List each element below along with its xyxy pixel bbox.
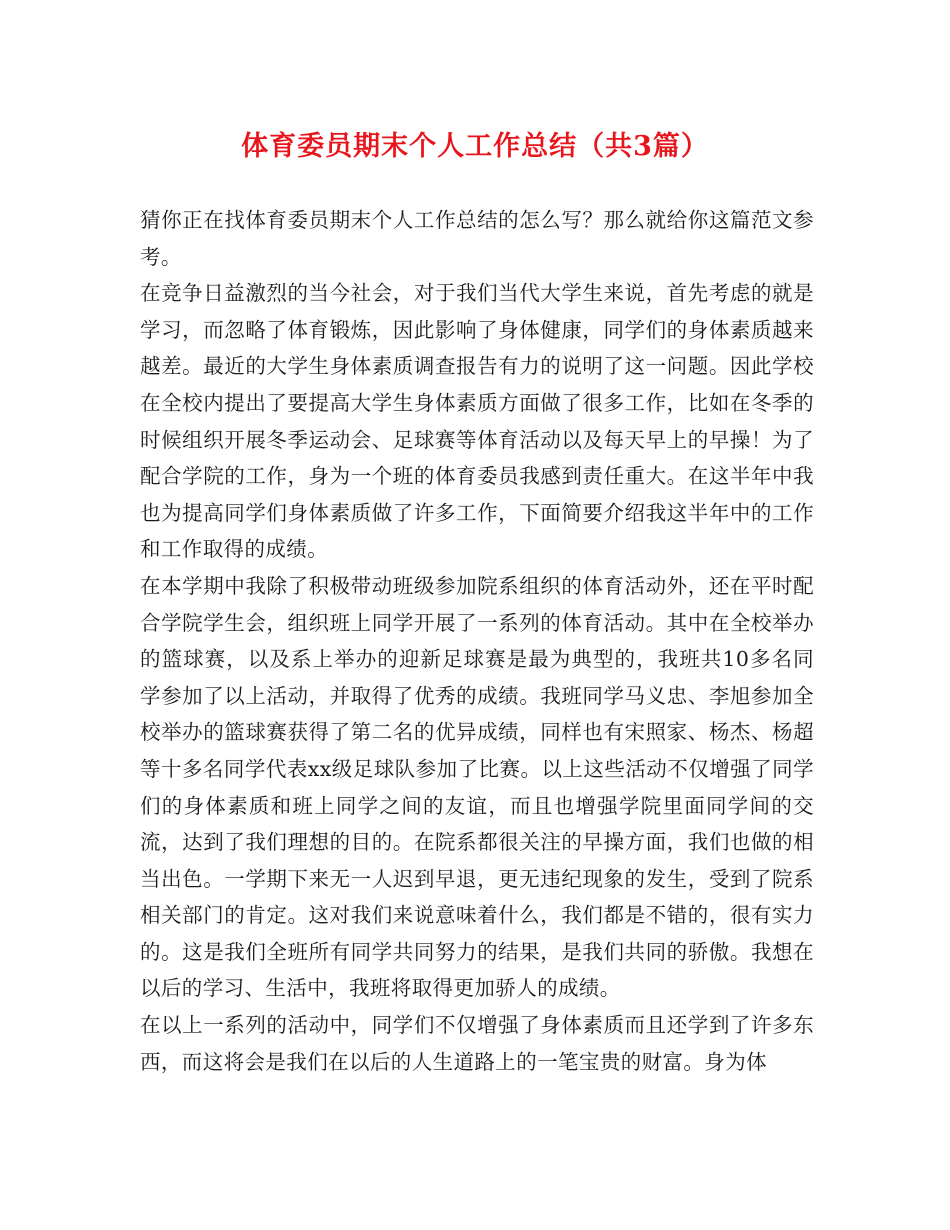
paragraph-activities: 在本学期中我除了积极带动班级参加院系组织的体育活动外，还在平时配合学院学生会，组织班上同学开展了一系列的体育活动。其中在全校举办的篮球赛，以及系上举办的迎新足球赛是最为典型的，我班共10多名同学参加了以上活动，并取得了优秀的成绩。我班同学马义忠、李旭参加全校举办的篮球赛获得了第二名的优异成绩，同样也有宋照家、杨杰、杨超等十多名同学代表xx级足球队参加了比赛。以上这些活动不仅增强了同学们的身体素质和班上同学之间的友谊，而且也增强学院里面同学间的交流，达到了我们理想的目的。在院系都很关注的早操方面，我们也做的相当出色。一学期下来无一人迟到早退，更无违纪现象的发生，受到了院系相关部门的肯定。这对我们来说意味着什么，我们都是不错的，很有实力的。这是我们全班所有同学共同努力的结果，是我们共同的骄傲。我想在以后的学习、生活中，我班将取得更加骄人的成绩。 xyxy=(140,573,814,1001)
paragraph-intro: 猜你正在找体育委员期末个人工作总结的怎么写？那么就给你这篇范文参考。 xyxy=(140,208,814,269)
paragraph-background: 在竞争日益激烈的当今社会，对于我们当代大学生来说，首先考虑的就是学习，而忽略了体育锻炼，因此影响了身体健康，同学们的身体素质越来越差。最近的大学生身体素质调查报告有力的说明了这一问题。因此学校在全校内提出了要提高大学生身体素质方面做了很多工作，比如在冬季的时候组织开展冬季运动会、足球赛等体育活动以及每天早上的早操！为了配合学院的工作，身为一个班的体育委员我感到责任重大。在这半年中我也为提高同学们身体素质做了许多工作，下面简要介绍我这半年中的工作和工作取得的成绩。 xyxy=(140,281,814,562)
document-title: 体育委员期末个人工作总结（共3篇） xyxy=(241,131,709,162)
document-body xyxy=(140,202,814,1080)
paragraph-conclusion: 在以上一系列的活动中，同学们不仅增强了身体素质而且还学到了许多东西，而这将会是我们在以后的人生道路上的一笔宝贵的财富。身为体 xyxy=(140,1013,814,1074)
